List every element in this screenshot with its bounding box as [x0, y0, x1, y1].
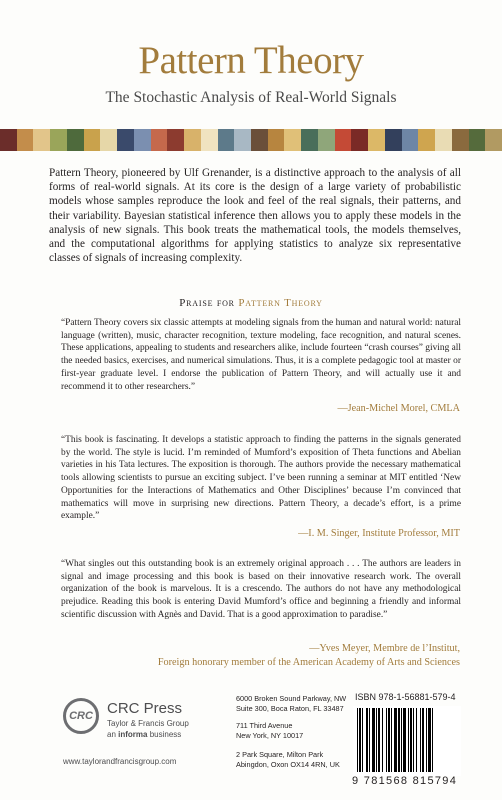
- barcode-bar: [372, 708, 375, 772]
- barcode-bar: [388, 708, 390, 772]
- band-stripe: [368, 129, 385, 151]
- band-stripe: [17, 129, 34, 151]
- publisher-group: Taylor & Francis Group: [107, 719, 189, 728]
- barcode-bar: [428, 708, 431, 772]
- barcode-bar: [366, 708, 368, 772]
- band-stripe: [50, 129, 67, 151]
- band-stripe: [251, 129, 268, 151]
- band-stripe: [184, 129, 201, 151]
- barcode-bar: [382, 708, 383, 772]
- publisher-address: 2 Park Square, Milton Park Abingdon, Oxon OX14 4RN, UK: [236, 750, 340, 769]
- band-stripe: [284, 129, 301, 151]
- decorative-color-band: [0, 129, 502, 151]
- publisher-address: 6000 Broken Sound Parkway, NW Suite 300, Boca Raton, FL 33487: [236, 694, 347, 713]
- barcode-bar: [403, 708, 406, 772]
- review-quote: “This book is fascinating. It develops a statistic approach to finding the patterns in the signals generated by the world. The style is lucid. I’m reminded of Mumford’s exposition of Theta functions and Abelian varieties in his Tata lectures. The exposition is thorough. The authors provide the necessary mathematical tools allowing scientists to pursue an exciting subject. I’ve been running a seminar at MIT entitled ‘New Opportunities for the Interactions of Mathematics and Other Disciplines’ because I’m convinced that mathematics will move in surprising new directions. Pattern Theory, a decade’s effort, is a prime example.”: [61, 435, 461, 522]
- band-stripe: [167, 129, 184, 151]
- barcode-bar: [408, 708, 409, 772]
- barcode-bar: [401, 708, 402, 772]
- barcode-bar: [357, 708, 358, 772]
- barcode-bar: [359, 708, 361, 772]
- band-stripe: [385, 129, 402, 151]
- barcode-icon: [353, 706, 461, 776]
- band-stripe: [435, 129, 452, 151]
- band-stripe: [301, 129, 318, 151]
- attribution-line: Foreign honorary member of the American Academy of Arts and Sciences: [157, 656, 460, 668]
- book-title: Pattern Theory: [138, 39, 364, 82]
- barcode-bar: [432, 708, 433, 772]
- praise-title: Pattern Theory: [238, 297, 323, 309]
- publisher-informa: an informa business: [107, 730, 182, 739]
- book-description: Pattern Theory, pioneered by Ulf Grenander, is a distinctive approach to the analysis of all forms of real-world signals. At its core is the design of a large variety of probabilistic models whose samples reproduce the look and feel of the real signals, their patterns, and their variability. Bayesian statistical inference then allows you to apply these models in the analysis of new signals. This book treats the mathematical tools, the models themselves, and the computational algorithms for applying statistics to analyze six representative classes of signals of increasing complexity.: [49, 167, 461, 265]
- praise-prefix: Praise for: [179, 297, 235, 309]
- barcode-bar: [416, 708, 417, 772]
- barcode-bar: [386, 708, 387, 772]
- band-stripe: [84, 129, 101, 151]
- band-stripe: [418, 129, 435, 151]
- attribution-line: —Yves Meyer, Membre de l’Institut,: [309, 643, 460, 654]
- publisher-footer: [0, 680, 502, 800]
- band-stripe: [268, 129, 285, 151]
- band-stripe: [218, 129, 235, 151]
- barcode-bar: [422, 708, 424, 772]
- book-subtitle: The Stochastic Analysis of Real-World Signals: [105, 89, 397, 106]
- barcode-bar: [426, 708, 427, 772]
- band-stripe: [201, 129, 218, 151]
- barcode-bar: [398, 708, 400, 772]
- publisher-name: CRC Press: [107, 700, 183, 717]
- band-stripe: [351, 129, 368, 151]
- barcode-bar: [369, 708, 370, 772]
- band-stripe: [452, 129, 469, 151]
- barcode-bar: [394, 708, 397, 772]
- barcode-bar: [362, 708, 363, 772]
- band-stripe: [67, 129, 84, 151]
- band-stripe: [318, 129, 335, 151]
- band-stripe: [0, 129, 17, 151]
- band-stripe: [33, 129, 50, 151]
- band-stripe: [402, 129, 419, 151]
- barcode-bar: [413, 708, 414, 772]
- band-stripe: [100, 129, 117, 151]
- barcode-digits: 9 781568 815794: [352, 775, 458, 787]
- band-stripe: [234, 129, 251, 151]
- barcode-bar: [378, 708, 380, 772]
- review-quote: “Pattern Theory covers six classic attempts at modeling signals from the human and natural world: natural language (written), music, character recognition, texture modeling, face recognition, and natural scenes. These applications, appealing to students and researchers alike, include fourteen “crash courses” giving all the needed basics, exercises, and numerical simulations. Thus, it is a complete pedagogic tool at master or first-year graduate level. I endorse the publication of Pattern Theory, and will actually use it and recommend it to other researchers.”: [61, 318, 461, 392]
- barcode-bar: [391, 708, 392, 772]
- publisher-url[interactable]: www.taylorandfrancisgroup.com: [63, 757, 177, 766]
- band-stripe: [469, 129, 486, 151]
- barcode-bars: [353, 706, 461, 774]
- barcode-bar: [410, 708, 412, 772]
- band-stripe: [134, 129, 151, 151]
- band-stripe: [335, 129, 352, 151]
- review-quote: “What singles out this outstanding book is an extremely original approach . . . The authors are leaders in signal and image processing and this book is based on their innovative research work. The overall organization of the book is marvelous. It is a crescendo. The authors do not have any methodological prejudice. Reading this book is entering David Mumford’s office and beginning a friendly and informal scientific discussion with Agnès and David. That is a good approximation to paradise.”: [61, 559, 461, 620]
- barcode-bar: [376, 708, 377, 772]
- review-attribution: —I. M. Singer, Institute Professor, MIT: [298, 528, 460, 539]
- band-stripe: [151, 129, 168, 151]
- publisher-address: 711 Third Avenue New York, NY 10017: [236, 721, 304, 740]
- review-attribution: —Jean-Michel Morel, CMLA: [337, 403, 460, 414]
- band-stripe: [485, 129, 502, 151]
- crc-logo-icon: CRC: [63, 698, 99, 734]
- review-attribution: [158, 642, 460, 669]
- praise-heading: [0, 297, 502, 309]
- barcode-bar: [420, 708, 421, 772]
- band-stripe: [117, 129, 134, 151]
- isbn-label: ISBN 978-1-56881-579-4: [355, 692, 456, 702]
